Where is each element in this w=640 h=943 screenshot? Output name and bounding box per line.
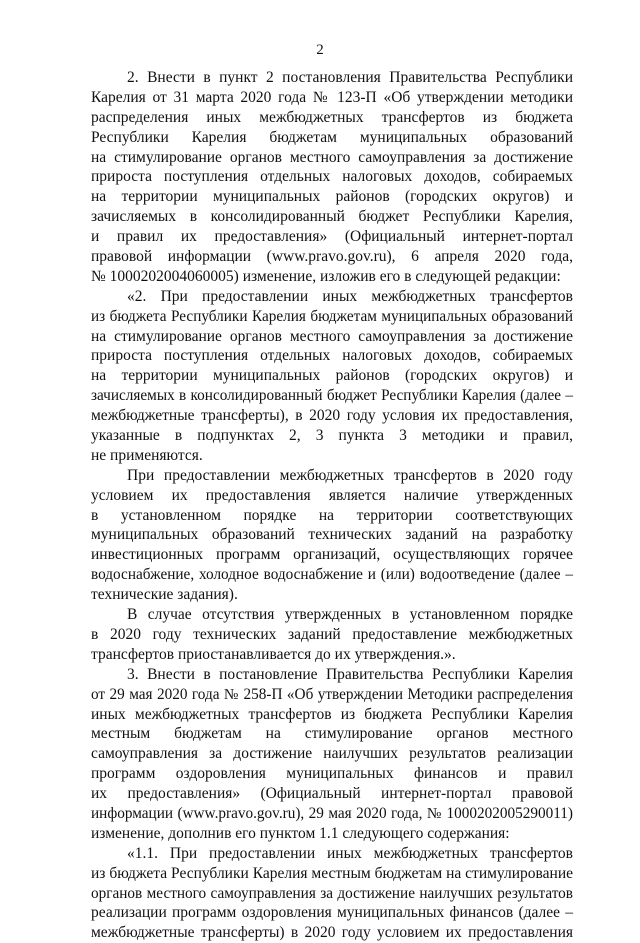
text-line: программ оздоровления муниципальных финансов и правил	[91, 765, 573, 783]
text-line: на стимулирование органов местного самоуправления за достижение	[91, 148, 573, 166]
text-line: иных межбюджетных трансфертов из бюджета Республики Карелия	[91, 705, 573, 723]
text-line: № 1000202004060005) изменение, изложив его в следующей редакции:	[91, 267, 561, 285]
text-line: местным бюджетам на стимулирование органов местного	[91, 725, 573, 743]
text-line: межбюджетные трансферты), в 2020 году условия их предоставления,	[91, 407, 573, 425]
text-line: технические задания).	[91, 586, 238, 604]
text-line: условием их предоставления является наличие утвержденных	[91, 486, 573, 504]
text-line: на территории муниципальных районов (городских округов) и	[91, 188, 573, 206]
text-line: самоуправления за достижение наилучших результатов реализации	[91, 745, 573, 763]
text-line: реализации программ оздоровления муниципальных финансов (далее –	[91, 904, 573, 922]
text-line: в установленном порядке на территории соответствующих	[91, 506, 573, 524]
text-line: на территории муниципальных районов (городских округов) и	[91, 367, 573, 385]
text-line: межбюджетные трансферты) в 2020 году условием их предоставления	[91, 924, 573, 942]
text-line: При предоставлении межбюджетных трансфертов в 2020 году	[127, 466, 573, 484]
text-line: не применяются.	[91, 446, 203, 464]
page-number: 2	[316, 42, 324, 58]
text-line: прироста поступления отдельных налоговых доходов, собираемых	[91, 168, 573, 186]
text-line: изменение, дополнив его пунктом 1.1 следующего содержания:	[91, 824, 510, 842]
text-line: прироста поступления отдельных налоговых доходов, собираемых	[91, 347, 573, 365]
text-line: на стимулирование органов местного самоуправления за достижение	[91, 327, 573, 345]
text-line: правовой информации (www.pravo.gov.ru), 6 апреля 2020 года,	[91, 248, 573, 266]
text-line: органов местного самоуправления за достижение наилучших результатов	[91, 884, 573, 902]
text-line: их предоставления» (Официальный интернет-портал правовой	[91, 785, 573, 803]
text-line: из бюджета Республики Карелия бюджетам муниципальных образований	[91, 307, 573, 325]
text-line: информации (www.pravo.gov.ru), 29 мая 2020 года, № 1000202005290011)	[91, 804, 573, 822]
text-line: 3. Внести в постановление Правительства Республики Карелия	[127, 665, 573, 683]
text-line: зачисляемых в консолидированный бюджет Республики Карелия,	[91, 208, 573, 226]
text-line: и правил их предоставления» (Официальный интернет-портал	[91, 228, 573, 246]
text-line: «1.1. При предоставлении иных межбюджетных трансфертов	[127, 844, 573, 862]
text-line: зачисляемых в консолидированный бюджет Республики Карелия (далее –	[91, 387, 573, 405]
text-line: «2. При предоставлении иных межбюджетных трансфертов	[127, 287, 573, 305]
text-line: инвестиционных программ организаций, осуществляющих горячее	[91, 546, 573, 564]
text-line: от 29 мая 2020 года № 258-П «Об утверждении Методики распределения	[91, 685, 573, 703]
document-body	[91, 68, 573, 943]
text-line: муниципальных образований технических заданий на разработку	[91, 526, 573, 544]
text-line: в 2020 году технических заданий предоставление межбюджетных	[91, 625, 573, 643]
text-line: водоснабжение, холодное водоснабжение и (или) водоотведение (далее –	[91, 566, 573, 584]
text-line: 2. Внести в пункт 2 постановления Правительства Республики	[127, 69, 573, 86]
text-line: Карелия от 31 марта 2020 года № 123-П «Об утверждении методики	[91, 88, 573, 106]
text-line: из бюджета Республики Карелия местным бюджетам на стимулирование	[91, 864, 573, 882]
text-line: Республики Карелия бюджетам муниципальных образований	[91, 128, 573, 146]
text-line: указанные в подпунктах 2, 3 пункта 3 методики и правил,	[91, 427, 573, 445]
text-line: распределения иных межбюджетных трансфертов из бюджета	[91, 108, 573, 126]
text-line: В случае отсутствия утвержденных в установленном порядке	[127, 606, 573, 624]
text-line: трансфертов приостанавливается до их утверждения.».	[91, 645, 456, 663]
